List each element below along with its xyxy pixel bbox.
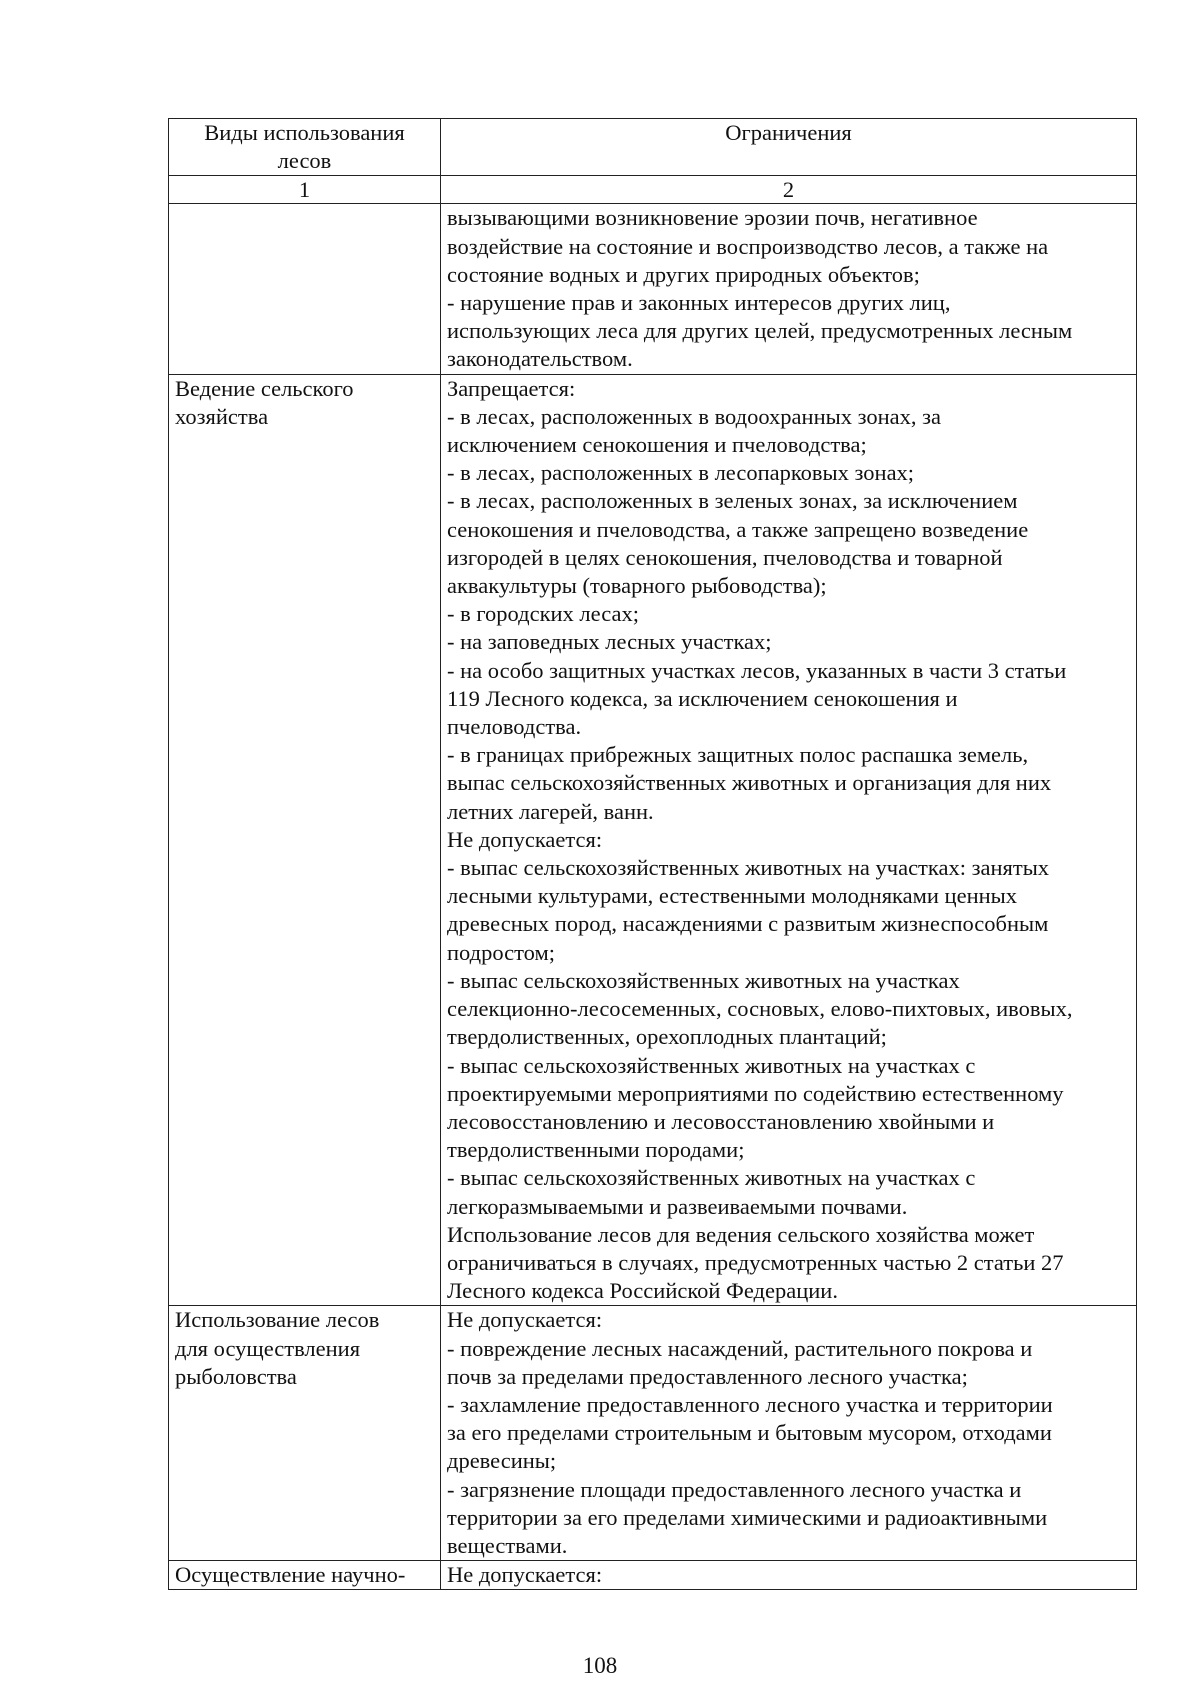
forest-use-type-line: Осуществление научно- [175,1562,406,1588]
restriction-line: пчеловодства. [447,714,582,740]
column-number-2: 2 [441,176,1137,204]
restriction-line: 119 Лесного кодекса, за исключением сенокошения и [447,685,958,711]
header-restrictions: Ограничения [441,119,1137,176]
forest-use-type-line: хозяйства [175,403,269,429]
restriction-line: легкоразмываемыми и развеиваемыми почвами. [447,1193,908,1219]
restriction-line: Использование лесов для ведения сельского хозяйства может [447,1221,1035,1247]
restriction-line: твердолиственных, орехоплодных плантаций; [447,1024,887,1050]
restriction-line: - повреждение лесных насаждений, растительного покрова и [447,1335,1033,1361]
table-row [169,374,1137,1306]
restriction-line: - в лесах, расположенных в водоохранных зонах, за [447,403,942,429]
forest-use-type-line: Ведение сельского [175,375,354,401]
restriction-line: использующих леса для других целей, предусмотренных лесным [447,318,1073,344]
restriction-line: изгородей в целях сенокошения, пчеловодства и товарной [447,544,1003,570]
restriction-line: исключением сенокошения и пчеловодства; [447,432,867,458]
restriction-line: почв за пределами предоставленного лесного участка; [447,1363,968,1389]
table-row [169,204,1137,374]
forest-use-type-line: для осуществления [175,1335,361,1361]
restriction-line: - загрязнение площади предоставленного лесного участка и [447,1476,1022,1502]
forest-use-type-cell [169,204,441,374]
restrictions-cell [441,204,1137,374]
restriction-line: веществами. [447,1532,568,1558]
restriction-line: - в лесах, расположенных в лесопарковых зонах; [447,460,915,486]
restriction-line: выпас сельскохозяйственных животных и организация для них [447,770,1052,796]
restriction-line: твердолиственными породами; [447,1137,745,1163]
column-number-row [169,176,1137,204]
restrictions-cell [441,1561,1137,1590]
restriction-line: - выпас сельскохозяйственных животных на участках с [447,1052,976,1078]
restrictions-cell [441,1306,1137,1561]
header-forest-use-types: Виды использования лесов [169,119,441,176]
restriction-line: древесины; [447,1448,557,1474]
restriction-line: - в лесах, расположенных в зеленых зонах, за исключением [447,488,1018,514]
restriction-line: Не допускается: [447,1562,603,1588]
restriction-line: подростом; [447,939,555,965]
restriction-line: ограничиваться в случаях, предусмотренных частью 2 статьи 27 [447,1249,1064,1275]
forest-use-type-line: Использование лесов [175,1307,380,1333]
restriction-line: древесных пород, насаждениями с развитым жизнеспособным [447,911,1049,937]
table-header-row [169,119,1137,176]
restriction-line: Не допускается: [447,826,603,852]
restriction-line: - на особо защитных участках лесов, указанных в части 3 статьи [447,657,1067,683]
forest-use-type-cell [169,374,441,1306]
restriction-line: территории за его пределами химическими и радиоактивными [447,1504,1048,1530]
restriction-line: за его пределами строительным и бытовым мусором, отходами [447,1420,1052,1446]
forest-use-type-line: рыболовства [175,1363,297,1389]
restriction-line: Лесного кодекса Российской Федерации. [447,1278,838,1304]
column-number-1: 1 [169,176,441,204]
restriction-line: - выпас сельскохозяйственных животных на участках с [447,1165,976,1191]
table-row [169,1561,1137,1590]
restriction-line: летних лагерей, ванн. [447,798,654,824]
restriction-line: воздействие на состояние и воспроизводство лесов, а также на [447,233,1049,259]
forest-use-type-cell [169,1306,441,1561]
restriction-line: Запрещается: [447,375,576,401]
restriction-line: лесовосстановлению и лесовосстановлению хвойными и [447,1108,995,1134]
restriction-line: проектируемыми мероприятиями по содействию естественному [447,1080,1064,1106]
restriction-line: аквакультуры (товарного рыбоводства); [447,573,827,599]
restriction-line: законодательством. [447,346,633,372]
restriction-line: лесными культурами, естественными молодняками ценных [447,883,1018,909]
restriction-line: - нарушение прав и законных интересов других лиц, [447,290,951,316]
restriction-line: - в границах прибрежных защитных полос распашка земель, [447,742,1029,768]
restriction-line: сенокошения и пчеловодства, а также запрещено возведение [447,516,1029,542]
restriction-line: состояние водных и других природных объектов; [447,261,920,287]
restriction-line: - выпас сельскохозяйственных животных на участках [447,967,960,993]
restriction-line: Не допускается: [447,1307,603,1333]
table-row [169,1306,1137,1561]
restrictions-cell [441,374,1137,1306]
restriction-line: - в городских лесах; [447,601,639,627]
restriction-line: - выпас сельскохозяйственных животных на участках: занятых [447,855,1050,881]
forest-use-restrictions-table [168,118,1137,1590]
restriction-line: вызывающими возникновение эрозии почв, негативное [447,205,978,231]
restriction-line: селекционно-лесосеменных, сосновых, елово-пихтовых, ивовых, [447,996,1073,1022]
restriction-line: - на заповедных лесных участках; [447,629,772,655]
restriction-line: - захламление предоставленного лесного участка и территории [447,1391,1053,1417]
forest-use-type-cell [169,1561,441,1590]
page-number: 108 [582,1653,618,1678]
